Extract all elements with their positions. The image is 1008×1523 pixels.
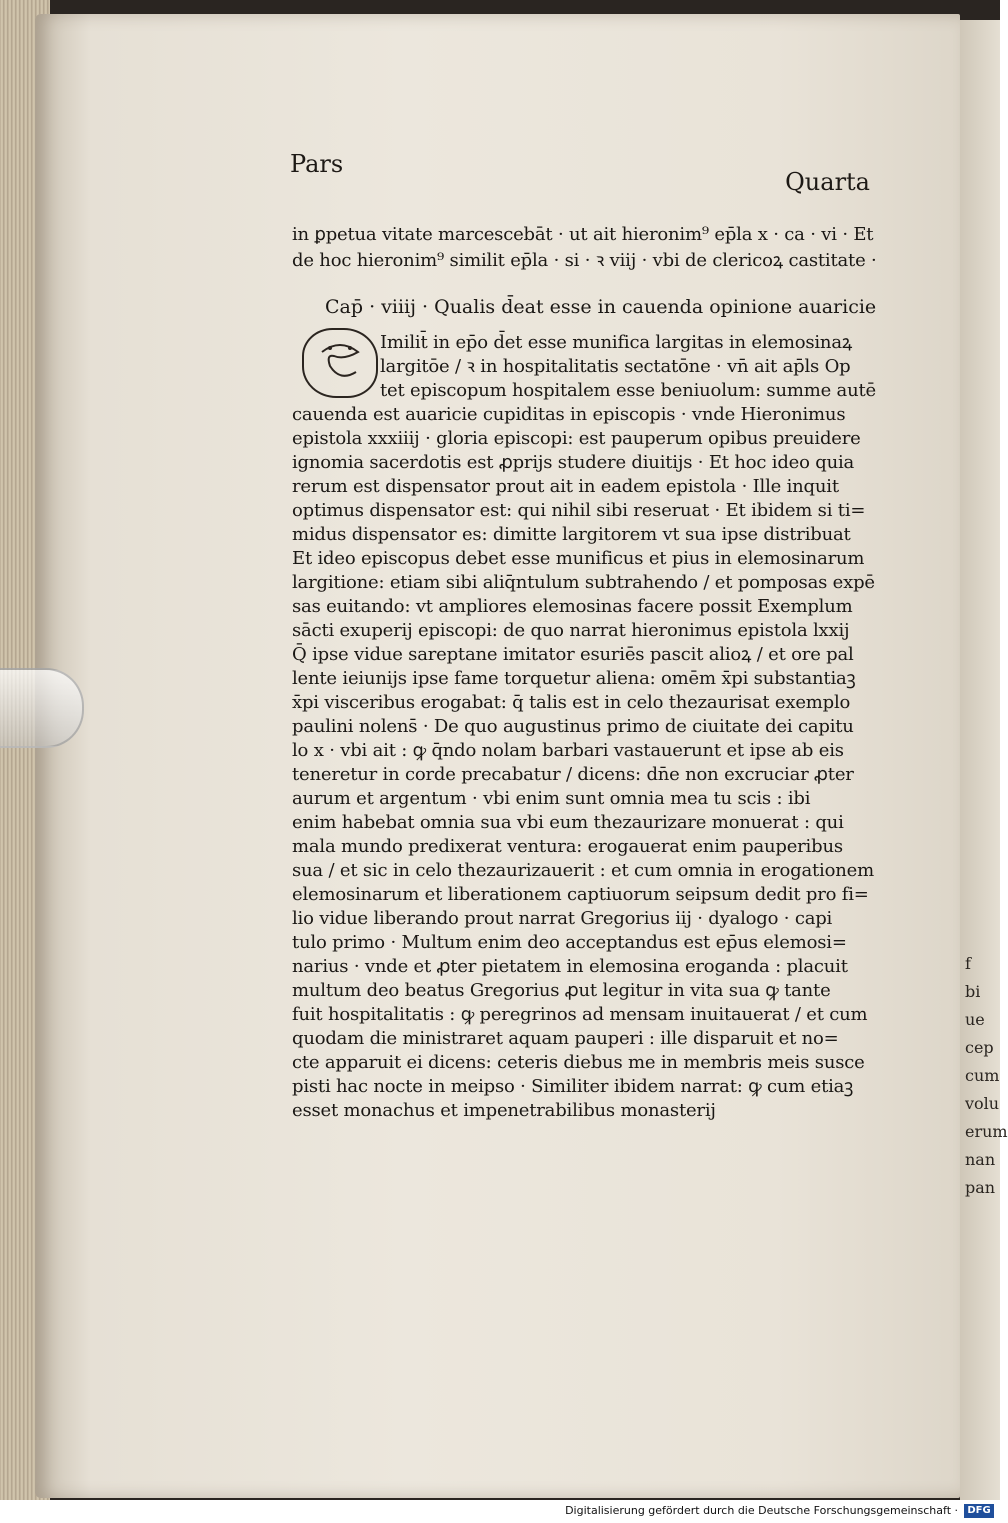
text-line: fuit hospitalitatis : ꝙ peregrinos ad mensam inuitauerat / et cum bbox=[292, 1004, 868, 1025]
text-line: cte apparuit ei dicens: ceteris diebus me in membris meis susce bbox=[292, 1052, 865, 1073]
text-line: quodam die ministraret aquam pauperi : ille disparuit et no= bbox=[292, 1028, 839, 1049]
bleed-line: erum bbox=[965, 1122, 1008, 1141]
bleed-line: bi bbox=[965, 982, 981, 1001]
page-clip bbox=[0, 668, 84, 748]
text-line: epistola xxxiiij · gloria episcopi: est pauperum opibus preuidere bbox=[292, 428, 861, 449]
bleed-line: cep bbox=[965, 1038, 994, 1057]
text-line: enim habebat omnia sua vbi eum thezaurizare monuerat : qui bbox=[292, 812, 844, 833]
text-line: pisti hac nocte in meipso · Similiter ibidem narrat: ꝙ cum etiaꝫ bbox=[292, 1076, 854, 1097]
text-line: Q̄ ipse vidue sareptane imitator esuriēs pascit alioꝝ / et ore pal bbox=[292, 644, 854, 665]
facing-page-edge bbox=[960, 20, 1008, 1500]
text-line: sas euitando: vt ampliores elemosinas facere possit Exemplum bbox=[292, 596, 853, 617]
text-line: lo x · vbi ait : ꝙ q̄ndo nolam barbari vastauerunt et ipse ab eis bbox=[292, 740, 844, 761]
text-line: lio vidue liberando prout narrat Gregorius iij · dyalogo · capi bbox=[292, 908, 833, 929]
text-line: de hoc hieronim⁹ similit ep̄la · si · ꝛ viij · vbi de clericoꝝ castitate · bbox=[292, 250, 877, 271]
text-line: paulini nolens̄ · De quo augustinus primo de ciuitate dei capitu bbox=[292, 716, 854, 737]
bleed-line: cum bbox=[965, 1066, 1000, 1085]
footer-bar bbox=[0, 1500, 1000, 1523]
text-line: in ꝑpetua vitate marcescebāt · ut ait hieronim⁹ ep̄la x · ca · vi · Et bbox=[292, 224, 874, 245]
text-line: tet episcopum hospitalem esse beniuolum: summe autē bbox=[380, 380, 876, 401]
facing-page-bleed-text bbox=[965, 950, 1008, 1250]
text-line: largitione: etiam sibi aliq̄ntulum subtrahendo / et pomposas expē bbox=[292, 572, 875, 593]
running-head-right: Quarta bbox=[785, 168, 870, 196]
text-line: teneretur in corde precabatur / dicens: dn̄e non excruciar ꝓter bbox=[292, 764, 854, 785]
chapter-heading: Cap̄ · viiij · Qualis d̄eat esse in cauenda opinione auaricie bbox=[325, 296, 877, 318]
bleed-line: pan bbox=[965, 1178, 996, 1197]
text-line: sācti exuperij episcopi: de quo narrat hieronimus epistola lxxij bbox=[292, 620, 850, 641]
text-line: aurum et argentum · vbi enim sunt omnia mea tu scis : ibi bbox=[292, 788, 811, 809]
text-line: multum deo beatus Gregorius ꝓut legitur in vita sua ꝙ tante bbox=[292, 980, 831, 1001]
bleed-line: f bbox=[965, 954, 971, 973]
text-line: Et ideo episcopus debet esse munificus et pius in elemosinarum bbox=[292, 548, 865, 569]
text-line: optimus dispensator est: qui nihil sibi reseruat · Et ibidem si ti= bbox=[292, 500, 866, 521]
running-head bbox=[290, 150, 870, 196]
bleed-line: nan bbox=[965, 1150, 996, 1169]
text-line: ignomia sacerdotis est ꝓprijs studere diuitijs · Et hoc ideo quia bbox=[292, 452, 855, 473]
running-head-left: Pars bbox=[290, 150, 344, 178]
text-line: rerum est dispensator prout ait in eadem epistola · Ille inquit bbox=[292, 476, 839, 497]
dfg-logo: DFG bbox=[964, 1504, 994, 1518]
bleed-line: ue bbox=[965, 1010, 985, 1029]
text-line: esset monachus et impenetrabilibus monasterij bbox=[292, 1100, 716, 1121]
text-line: narius · vnde et ꝓter pietatem in elemosina eroganda : placuit bbox=[292, 956, 848, 977]
text-line: cauenda est auaricie cupiditas in episcopis · vnde Hieronimus bbox=[292, 404, 846, 425]
text-line: largitōe / ꝛ in hospitalitatis sectatōne · vn̄ ait ap̄ls Op bbox=[380, 356, 851, 377]
funding-credit: Digitalisierung gefördert durch die Deutsche Forschungsgemeinschaft · bbox=[565, 1504, 958, 1517]
text-line: x̄pi visceribus erogabat: q̄ talis est in celo thezaurisat exemplo bbox=[292, 692, 851, 713]
initial-ornament-icon bbox=[304, 330, 376, 396]
text-line: midus dispensator es: dimitte largitorem vt sua ipse distribuat bbox=[292, 524, 851, 545]
text-line: elemosinarum et liberationem captiuorum seipsum dedit pro fi= bbox=[292, 884, 869, 905]
text-line: Imilit̄ in ep̄o d̄et esse munifica largitas in elemosinaꝝ bbox=[380, 332, 853, 353]
text-line: lente ieiunijs ipse fame torquetur aliena: omēm x̄pi substantiaꝫ bbox=[292, 668, 856, 689]
text-line: mala mundo predixerat ventura: erogauerat enim pauperibus bbox=[292, 836, 843, 857]
decorated-initial bbox=[302, 328, 378, 398]
text-line: tulo primo · Multum enim deo acceptandus est ep̄us elemosi= bbox=[292, 932, 847, 953]
bleed-line: volu bbox=[965, 1094, 1000, 1113]
text-line: sua / et sic in celo thezaurizauerit : et cum omnia in erogationem bbox=[292, 860, 874, 881]
